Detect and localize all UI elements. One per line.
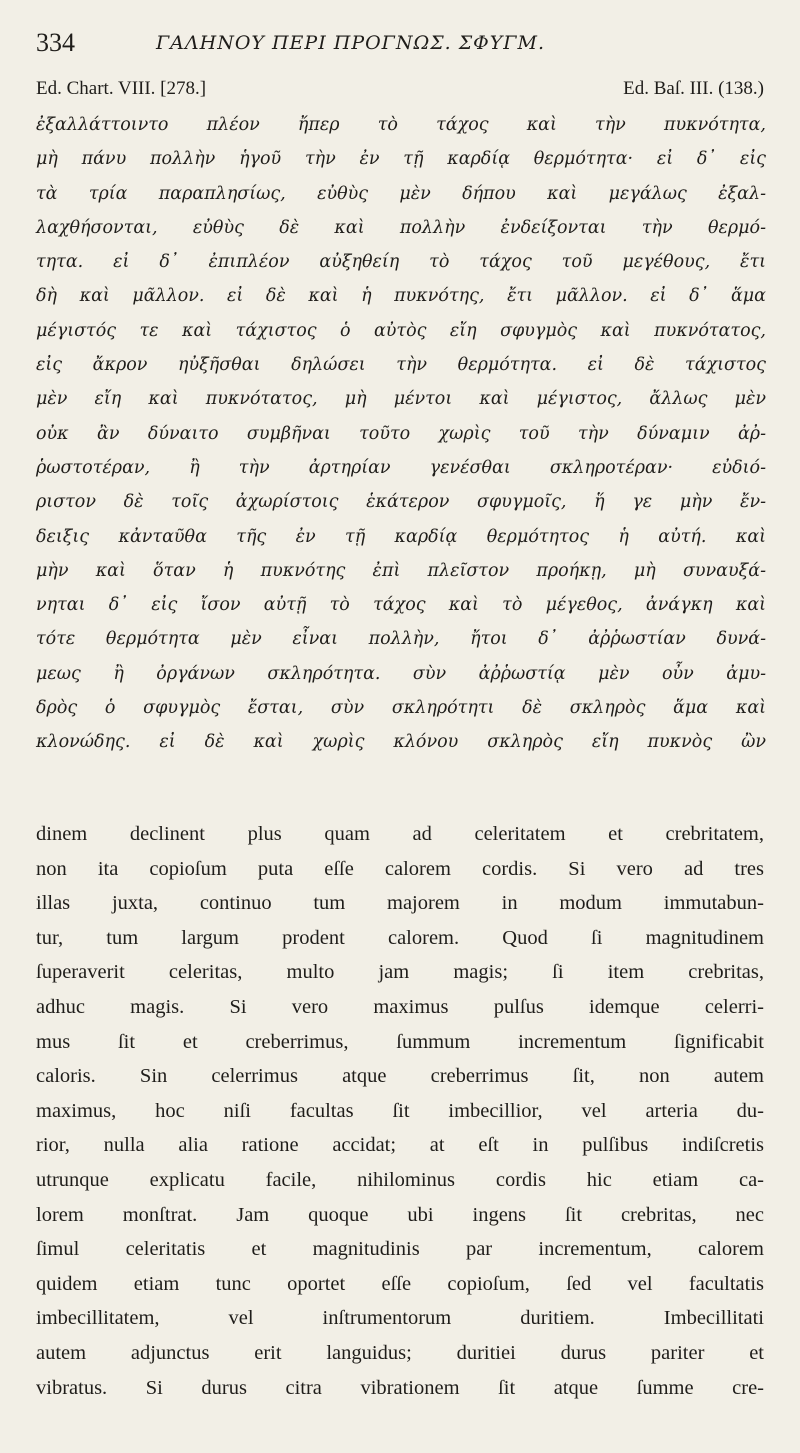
latin-line: ſuperaverit celeritas, multo jam magis; ſi item crebritas, <box>36 961 764 984</box>
greek-line: ἐξαλλάττοιντο πλέον ἤπερ τὸ τάχος καὶ τὴν πυκνότητα, <box>36 115 766 135</box>
edition-chartier-ref: Ed. Chart. VIII. [278.] <box>36 78 207 99</box>
latin-line: utrunque explicatu facile, nihilominus cordis hic etiam ca- <box>36 1168 764 1191</box>
latin-line: ſimul celeritatis et magnitudinis par incrementum, calorem <box>36 1238 764 1261</box>
latin-line: imbecillitatem, vel inſtrumentorum duritiem. Imbecillitati <box>36 1307 764 1330</box>
latin-line: mus ſit et creberrimus, ſummum incrementum ſignificabit <box>36 1030 764 1053</box>
running-title: ΓΑΛΗΝΟΥ ΠΕΡΙ ΠΡΟΓΝΩΣ. ΣΦΥΓΜ. <box>156 32 545 54</box>
greek-line: νηται δ᾽ εἰς ἴσον αὐτῇ τὸ τάχος καὶ τὸ μέγεθος, ἀνάγκη καὶ <box>36 595 766 616</box>
greek-line: μὴ πάνυ πολλὴν ἡγοῦ τὴν ἐν τῇ καρδίᾳ θερμότητα· εἰ δ᾽ εἰς <box>36 149 766 170</box>
greek-line: ριστον δὲ τοῖς ἀχωρίστοις ἑκάτερον σφυγμοῖς, ἥ γε μὴν ἔν- <box>36 492 766 513</box>
latin-line: quidem etiam tunc oportet eſſe copioſum, ſed vel facultatis <box>36 1272 764 1295</box>
latin-line: autem adjunctus erit languidus; duritiei durus pariter et <box>36 1341 764 1364</box>
latin-line: adhuc magis. Si vero maximus pulſus idemque celerri- <box>36 995 764 1018</box>
greek-line: μέγιστός τε καὶ τάχιστος ὁ αὐτὸς εἴη σφυγμὸς καὶ πυκνότατος, <box>36 320 766 341</box>
greek-line: μὲν εἴη καὶ πυκνότατος, μὴ μέντοι καὶ μέγιστος, ἄλλως μὲν <box>36 389 766 410</box>
greek-line: μεως ἢ ὀργάνων σκληρότητα. σὺν ἀῤῥωστίᾳ μὲν οὖν ἀμυ- <box>36 663 766 684</box>
latin-line: caloris. Sin celerrimus atque creberrimus ſit, non autem <box>36 1065 764 1088</box>
page-number: 334 <box>36 28 75 57</box>
latin-line: rior, nulla alia ratione accidat; at eſt in pulſibus indiſcretis <box>36 1134 764 1157</box>
running-head <box>36 28 766 68</box>
edition-basel-ref: Ed. Baſ. III. (138.) <box>623 78 764 99</box>
latin-translation <box>36 817 764 1405</box>
greek-line: εἰς ἄκρον ηὐξῆσθαι δηλώσει τὴν θερμότητα. εἰ δὲ τάχιστος <box>36 355 766 376</box>
latin-line: dinem declinent plus quam ad celeritatem et crebritatem, <box>36 823 764 845</box>
greek-line: μὴν καὶ ὅταν ἡ πυκνότης ἐπὶ πλεῖστον προήκῃ, μὴ συναυξά- <box>36 560 766 581</box>
greek-line: δειξις κἀνταῦθα τῆς ἐν τῇ καρδίᾳ θερμότητος ἡ αὐτή. καὶ <box>36 526 766 547</box>
latin-line: vibratus. Si durus citra vibrationem ſit atque ſumme cre- <box>36 1376 764 1399</box>
latin-line: non ita copioſum puta eſſe calorem cordis. Si vero ad tres <box>36 857 764 880</box>
greek-line: λαχθήσονται, εὐθὺς δὲ καὶ πολλὴν ἐνδείξονται τὴν θερμό- <box>36 217 766 238</box>
greek-line: ῥωστοτέραν, ἢ τὴν ἀρτηρίαν γενέσθαι σκληροτέραν· εὐδιό- <box>36 457 766 478</box>
greek-line: οὐκ ἂν δύναιτο συμβῆναι τοῦτο χωρὶς τοῦ τὴν δύναμιν ἀῤ- <box>36 423 766 444</box>
greek-line: τότε θερμότητα μὲν εἶναι πολλὴν, ἤτοι δ᾽ ἀῤῥωστίαν δυνά- <box>36 629 766 650</box>
latin-line: lorem monſtrat. Jam quoque ubi ingens ſit crebritas, nec <box>36 1203 764 1226</box>
greek-line: δρὸς ὁ σφυγμὸς ἔσται, σὺν σκληρότητι δὲ σκληρὸς ἅμα καὶ <box>36 698 766 719</box>
edition-references <box>36 78 764 106</box>
latin-line: maximus, hoc niſi facultas ſit imbecillior, vel arteria du- <box>36 1099 764 1122</box>
greek-line: κλονώδης. εἰ δὲ καὶ χωρὶς κλόνου σκληρὸς εἴη πυκνὸς ὢν <box>36 732 766 753</box>
greek-line: τητα. εἰ δ᾽ ἐπιπλέον αὐξηθείη τὸ τάχος τοῦ μεγέθους, ἔτι <box>36 252 766 273</box>
latin-line: tur, tum largum prodent calorem. Quod ſi magnitudinem <box>36 926 764 949</box>
greek-line: δὴ καὶ μᾶλλον. εἰ δὲ καὶ ἡ πυκνότης, ἔτι μᾶλλον. εἰ δ᾽ ἅμα <box>36 286 766 307</box>
greek-line: τὰ τρία παραπλησίως, εὐθὺς μὲν δήπου καὶ μεγάλως ἐξαλ- <box>36 183 766 204</box>
greek-text <box>36 108 766 760</box>
latin-line: illas juxta, continuo tum majorem in modum immutabun- <box>36 892 764 915</box>
